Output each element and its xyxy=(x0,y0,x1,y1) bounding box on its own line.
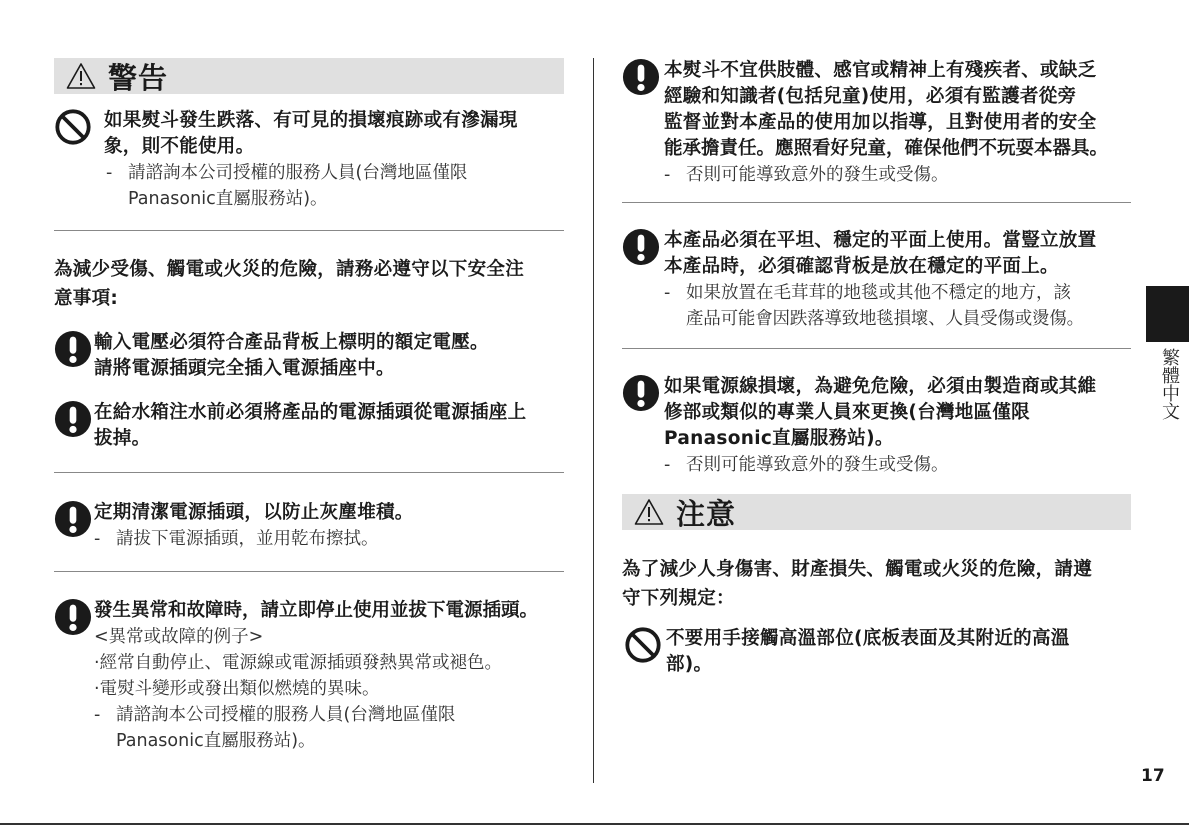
item-heading: 經驗和知識者(包括兒童)使用，必須有監護者從旁 xyxy=(664,86,1077,107)
column-divider xyxy=(593,58,594,783)
left-item-4: 定期清潔電源插頭，以防止灰塵堆積。 - 請拔下電源插頭，並用乾布擦拭。 xyxy=(94,500,564,552)
item-heading: 象，則不能使用。 xyxy=(104,136,255,157)
item-note: 否則可能導致意外的發生或受傷。 xyxy=(686,165,949,185)
right-item-3: 如果電源線損壞，為避免危險，必須由製造商或其維 修部或類似的專業人員來更換(台灣地區僅限 Panasonic直屬服務站)。 - 否則可能導致意外的發生或受傷。 xyxy=(664,374,1144,478)
divider xyxy=(622,202,1131,203)
item-heading: 輸入電壓必須符合產品背板上標明的額定電壓。 xyxy=(94,332,489,353)
divider xyxy=(54,472,564,473)
warning-banner xyxy=(54,58,564,94)
exclamation-icon xyxy=(54,500,92,538)
item-heading: 拔掉。 xyxy=(94,428,151,449)
item-note: Panasonic直屬服務站)。 xyxy=(116,731,316,751)
item-heading: 能承擔責任。應照看好兒童，確保他們不玩耍本器具。 xyxy=(664,138,1109,159)
exclamation-icon xyxy=(622,374,660,412)
item-heading: 部)。 xyxy=(666,654,713,675)
item-heading: 請將電源插頭完全插入電源插座中。 xyxy=(94,358,395,379)
item-note: 產品可能會因跌落導致地毯損壞、人員受傷或燙傷。 xyxy=(686,309,1084,329)
warning-title: 警告 xyxy=(108,60,169,95)
item-note: 請諮詢本公司授權的服務人員(台灣地區僅限 xyxy=(116,705,456,725)
right-item-1: 本熨斗不宜供肢體、感官或精神上有殘疾者、或缺乏 經驗和知識者(包括兒童)使用，必須有監護者從旁 監督並對本產品的使用加以指導，且對使用者的安全 能承擔責任。應照看好兒童，確保他們不玩耍本器具。 - 否則可能導致意外的發生或受傷。 xyxy=(664,58,1144,188)
exclamation-icon xyxy=(54,598,92,636)
item-heading: 如果電源線損壞，為避免危險，必須由製造商或其維 xyxy=(664,376,1097,397)
item-heading: 發生異常和故障時，請立即停止使用並拔下電源插頭。 xyxy=(94,600,539,621)
left-item-1: 如果熨斗發生跌落、有可見的損壞痕跡或有滲漏現 象，則不能使用。 - 請諮詢本公司授權的服務人員(台灣地區僅限 Panasonic直屬服務站)。 xyxy=(104,108,574,212)
item-heading: 本產品必須在平坦、穩定的平面上使用。當豎立放置 xyxy=(664,230,1097,251)
prohibition-icon xyxy=(624,626,662,664)
page-number: 17 xyxy=(1141,766,1165,786)
left-item-2 xyxy=(94,330,564,382)
example-title: <異常或故障的例子> xyxy=(94,627,264,647)
left-item-5: 發生異常和故障時，請立即停止使用並拔下電源插頭。 <異常或故障的例子> ·經常自動停止、電源線或電源插頭發熱異常或褪色。 ·電熨斗變形或發出類似燃燒的異味。 - 請諮詢本公司授權的服務人員(台灣地區僅限 Panasonic直屬服務站)。 xyxy=(94,598,584,754)
safety-intro: 為減少受傷、觸電或火災的危險，請務必遵守以下安全注 意事項: xyxy=(54,259,525,309)
caution-intro: 為了減少人身傷害、財產損失、觸電或火災的危險，請遵 守下列規定： xyxy=(622,559,1093,609)
item-heading: 如果熨斗發生跌落、有可見的損壞痕跡或有滲漏現 xyxy=(104,110,518,131)
item-heading: 在給水箱注水前必須將產品的電源插頭從電源插座上 xyxy=(94,402,527,423)
caution-title: 注意 xyxy=(676,496,737,531)
divider xyxy=(622,348,1131,349)
item-note: Panasonic直屬服務站)。 xyxy=(128,189,328,209)
exclamation-icon xyxy=(54,330,92,368)
item-note: 否則可能導致意外的發生或受傷。 xyxy=(686,455,949,475)
prohibition-icon xyxy=(54,108,92,146)
warning-triangle-icon xyxy=(634,498,664,526)
item-heading: 監督並對本產品的使用加以指導，且對使用者的安全 xyxy=(664,112,1097,133)
item-heading: 定期清潔電源插頭，以防止灰塵堆積。 xyxy=(94,502,414,523)
item-heading: Panasonic直屬服務站)。 xyxy=(664,428,894,449)
exclamation-icon xyxy=(54,400,92,438)
language-tab-marker xyxy=(1146,286,1189,342)
item-heading: 本熨斗不宜供肢體、感官或精神上有殘疾者、或缺乏 xyxy=(664,60,1097,81)
example-line: ·經常自動停止、電源線或電源插頭發熱異常或褪色。 xyxy=(94,653,503,673)
item-note: 請拔下電源插頭，並用乾布擦拭。 xyxy=(116,529,379,549)
item-heading: 修部或類似的專業人員來更換(台灣地區僅限 xyxy=(664,402,1030,423)
exclamation-icon xyxy=(622,228,660,266)
item-note: 請諮詢本公司授權的服務人員(台灣地區僅限 xyxy=(128,163,468,183)
right-item-4 xyxy=(666,626,1136,678)
language-label: 繁體中文 xyxy=(1159,348,1180,420)
example-line: ·電熨斗變形或發出類似燃燒的異味。 xyxy=(94,679,380,699)
left-item-3 xyxy=(94,400,564,452)
right-item-2: 本產品必須在平坦、穩定的平面上使用。當豎立放置 本產品時，必須確認背板是放在穩定的平面上。 - 如果放置在毛茸茸的地毯或其他不穩定的地方，該 產品可能會因跌落導致地毯損壞、人員受傷或燙傷。 xyxy=(664,228,1144,332)
caution-banner xyxy=(622,494,1131,530)
divider xyxy=(54,571,564,572)
item-heading: 不要用手接觸高溫部位(底板表面及其附近的高溫 xyxy=(666,628,1070,649)
item-note: 如果放置在毛茸茸的地毯或其他不穩定的地方，該 xyxy=(686,283,1071,303)
divider xyxy=(54,230,564,231)
warning-triangle-icon xyxy=(66,62,96,90)
item-heading: 本產品時，必須確認背板是放在穩定的平面上。 xyxy=(664,256,1059,277)
exclamation-icon xyxy=(622,58,660,96)
